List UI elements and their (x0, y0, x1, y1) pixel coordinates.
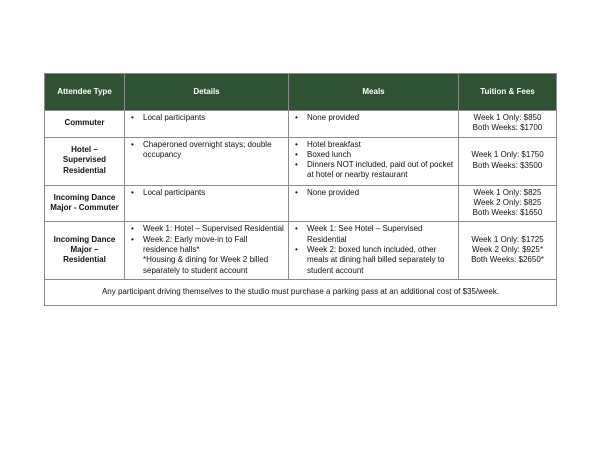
bullet-icon: • (131, 234, 134, 244)
header-meals: Meals (289, 74, 459, 111)
table-row (45, 222, 557, 279)
details-cell (125, 185, 289, 222)
list-item: • Week 1: Hotel – Supervised Residential (131, 224, 284, 234)
table-row (45, 111, 557, 138)
header-tuition-fees: Tuition & Fees (459, 74, 557, 111)
bullet-icon: • (295, 245, 298, 255)
fee-line: Both Weeks: $3500 (472, 160, 543, 170)
bullet-icon: • (131, 139, 134, 149)
list-item: • Local participants (131, 187, 206, 197)
fee-line: Week 2 Only: $925* (471, 245, 543, 255)
list-item: • Week 2: boxed lunch included, other meals at dining hall billed separately to student account (295, 245, 445, 275)
footnote-text: *Housing & dining for Week 2 billed separately to student account (143, 255, 269, 275)
list-item: • None provided (295, 187, 360, 197)
bullet-icon: • (131, 187, 134, 197)
attendee-type-cell: Hotel – Supervised Residential (45, 137, 125, 185)
fee-line: Week 2 Only: $825 (473, 197, 542, 207)
list-item: • Dinners NOT included, paid out of pocket at hotel or nearby restaurant (295, 160, 454, 180)
attendee-type-cell: Commuter (45, 111, 125, 138)
bullet-icon: • (295, 224, 298, 234)
fees-cell (459, 137, 557, 185)
table-row (45, 185, 557, 222)
bullet-icon: • (131, 224, 134, 234)
list-item: • Week 2: Early move-in to Fall residence halls* *Housing & dining for Week 2 billed separately to student account (129, 235, 284, 276)
attendee-type-cell: Incoming Dance Major – Residential (45, 222, 125, 279)
bullet-icon: • (295, 139, 298, 149)
table-row (45, 137, 557, 185)
footer-row (45, 279, 557, 305)
header-attendee-type: Attendee Type (45, 74, 125, 111)
list-item: • Local participants (131, 113, 206, 122)
list-item: • None provided (295, 113, 360, 122)
bullet-icon: • (295, 187, 298, 197)
meals-cell (289, 185, 459, 222)
bullet-icon: • (295, 160, 298, 170)
details-cell (125, 222, 289, 279)
fee-line: Both Weeks: $2650* (471, 255, 544, 265)
list-item: • Boxed lunch (295, 149, 352, 159)
meals-cell (289, 222, 459, 279)
bullet-icon: • (295, 113, 298, 122)
header-row (45, 74, 557, 111)
details-cell (125, 111, 289, 138)
tuition-table (44, 73, 557, 306)
header-details: Details (125, 74, 289, 111)
details-cell (125, 137, 289, 185)
bullet-icon: • (295, 149, 298, 159)
attendee-type-cell: Incoming Dance Major - Commuter (45, 185, 125, 222)
fee-line: Both Weeks: $1700 (472, 123, 543, 133)
fees-cell (459, 222, 557, 279)
fee-line: Week 1 Only: $850 (473, 113, 542, 122)
bullet-icon: • (131, 113, 134, 122)
list-item: • Chaperoned overnight stays; double occupancy (131, 139, 272, 159)
parking-note: Any participant driving themselves to the studio must purchase a parking pass at an additional cost of $35/week. (45, 279, 557, 305)
fee-line: Both Weeks: $1650 (472, 208, 543, 218)
meals-cell (289, 137, 459, 185)
fee-line: Week 1 Only: $1725 (471, 234, 544, 244)
meals-cell (289, 111, 459, 138)
fees-cell (459, 185, 557, 222)
fees-cell (459, 111, 557, 138)
fee-line: Week 1 Only: $825 (473, 187, 542, 197)
list-item: • Week 1: See Hotel – Supervised Residential (295, 224, 423, 244)
list-item: • Hotel breakfast (295, 139, 361, 149)
fee-line: Week 1 Only: $1750 (471, 150, 544, 160)
